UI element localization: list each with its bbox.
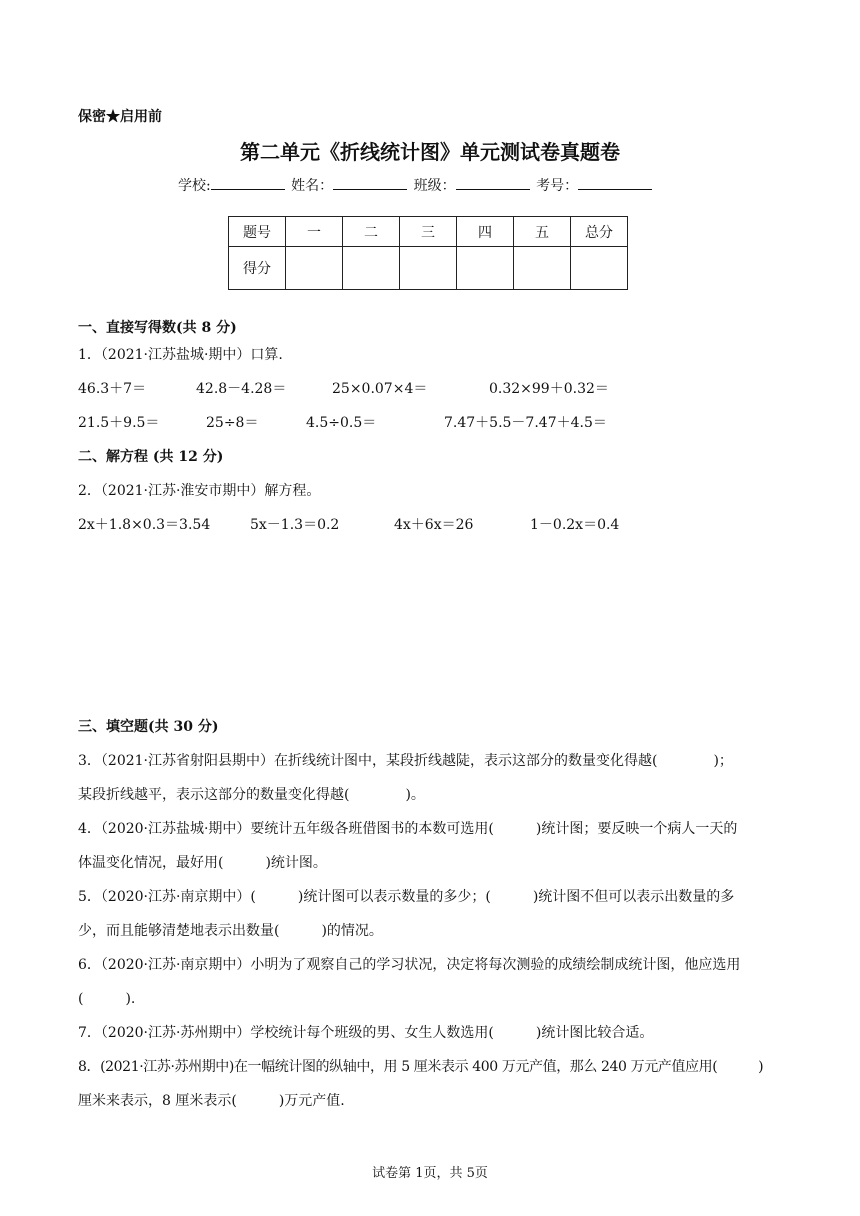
calc-item: 0.32×99＋0.32＝ [489, 381, 609, 397]
equation-item: 4x＋6x＝26 [394, 517, 474, 533]
table-cell: 题号 [229, 217, 286, 247]
question-line: 体温变化情况，最好用( )统计图。 [78, 855, 327, 871]
table-cell: 五 [514, 217, 571, 247]
exam-number-label: 考号： [536, 178, 579, 194]
calc-item: 21.5＋9.5＝ [78, 415, 160, 431]
question-line: 5．（2020·江苏·南京期中）( )统计图可以表示数量的多少；( )统计图不但可以表示出数量的多 [78, 889, 735, 905]
question-line: 3．（2021·江苏省射阳县期中）在折线统计图中，某段折线越陡，表示这部分的数量变化得越( )； [78, 753, 733, 769]
table-cell: 得分 [229, 247, 286, 290]
page-footer: 试卷第 1页，共 5页 [372, 1166, 488, 1181]
table-cell: 四 [457, 217, 514, 247]
table-cell: 二 [343, 217, 400, 247]
student-info-fields [178, 175, 654, 195]
table-cell: 总分 [571, 217, 628, 247]
section-heading: 二、解方程 (共 12 分) [78, 449, 224, 465]
calc-item: 42.8－4.28＝ [196, 381, 287, 397]
school-label: 学校: [178, 178, 211, 194]
equation-item: 5x－1.3＝0.2 [250, 517, 340, 533]
calc-item: 4.5÷0.5＝ [306, 415, 377, 431]
score-input-cell[interactable] [457, 247, 514, 290]
table-cell: 一 [286, 217, 343, 247]
question-line: 厘米来表示，8 厘米表示( )万元产值. [78, 1093, 345, 1109]
class-blank [456, 177, 530, 190]
exam-number-blank [578, 177, 652, 190]
class-label: 班级： [413, 178, 456, 194]
score-input-cell[interactable] [286, 247, 343, 290]
equation-item: 1－0.2x＝0.4 [530, 517, 620, 533]
score-table-score-row [229, 247, 628, 290]
equation-item: 2x＋1.8×0.3＝3.54 [78, 517, 211, 533]
score-table [228, 216, 628, 290]
calc-item: 25÷8＝ [206, 415, 259, 431]
question-line: 8．(2021·江苏·苏州期中)在一幅统计图的纵轴中，用 5 厘米表示 400 万元产值，那么 240 万元产值应用( ) [78, 1059, 764, 1075]
score-input-cell[interactable] [514, 247, 571, 290]
calc-item: 46.3＋7＝ [78, 381, 147, 397]
section-heading: 一、直接写得数(共 8 分) [78, 320, 237, 336]
name-label: 姓名： [291, 178, 334, 194]
score-input-cell[interactable] [571, 247, 628, 290]
section-heading: 三、填空题(共 30 分) [78, 719, 219, 735]
question-line: 4．（2020·江苏盐城·期中）要统计五年级各班借图书的本数可选用( )统计图；要反映一个病人一天的 [78, 821, 738, 837]
calc-item: 7.47＋5.5－7.47＋4.5＝ [444, 415, 607, 431]
confidential-label: 保密★启用前 [78, 109, 162, 125]
question-line: ( ). [78, 991, 136, 1007]
score-input-cell[interactable] [343, 247, 400, 290]
question-line: 少，而且能够清楚地表示出数量( )的情况。 [78, 923, 383, 939]
question-line: 某段折线越平，表示这部分的数量变化得越( )。 [78, 787, 425, 803]
question-line: 6．（2020·江苏·南京期中）小明为了观察自己的学习状况，决定将每次测验的成绩绘制成统计图，他应选用 [78, 957, 741, 973]
table-cell: 三 [400, 217, 457, 247]
school-blank [211, 177, 285, 190]
question-text: 2．（2021·江苏·淮安市期中）解方程。 [78, 483, 321, 499]
calc-item: 25×0.07×4＝ [332, 381, 428, 397]
score-input-cell[interactable] [400, 247, 457, 290]
name-blank [333, 177, 407, 190]
page-title: 第二单元《折线统计图》单元测试卷真题卷 [240, 140, 620, 164]
score-table-header-row [229, 217, 628, 247]
question-text: 1．（2021·江苏盐城·期中）口算. [78, 347, 283, 363]
question-line: 7．（2020·江苏·苏州期中）学校统计每个班级的男、女生人数选用( )统计图比较合适。 [78, 1025, 654, 1041]
